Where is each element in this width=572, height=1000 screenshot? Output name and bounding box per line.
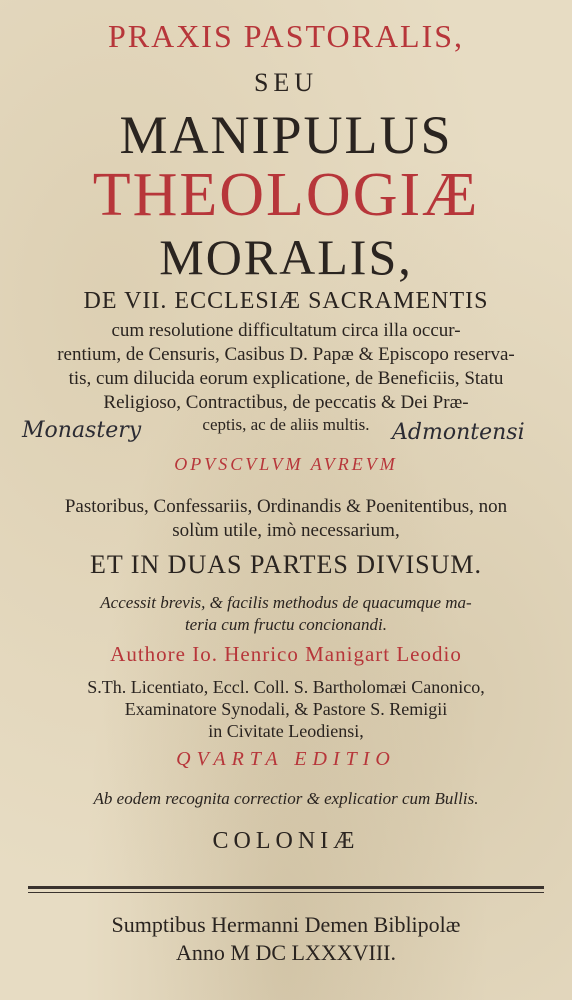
body-line-3: tis, cum dilucida eorum explicatione, de Beneficiis, Statu xyxy=(68,368,504,389)
place-line: COLONIÆ xyxy=(212,828,360,854)
handwriting-right: Admontensi xyxy=(392,420,525,445)
opusculum-line: OPVSCVLVM AVREVM xyxy=(174,454,398,474)
division-line: ET IN DUAS PARTES DIVISUM. xyxy=(89,550,483,579)
author-title-1: S.Th. Licentiato, Eccl. Coll. S. Bartholomæi Canonico, xyxy=(87,677,485,697)
author-title-3: in Civitate Leodiensi, xyxy=(208,721,364,741)
title-line-sacramentis: DE VII. ECCLESIÆ SACRAMENTIS xyxy=(83,288,489,314)
recognita-line: Ab eodem recognita correctior & explicatior cum Bullis. xyxy=(93,789,479,808)
body-line-2: rentium, de Censuris, Casibus D. Papæ & Episcopo reserva- xyxy=(57,344,515,365)
body-line-5: ceptis, ac de aliis multis. xyxy=(202,415,370,434)
thin-rule xyxy=(28,892,544,893)
accessit-line-1: Accessit brevis, & facilis methodus de quacumque ma- xyxy=(100,593,472,612)
audience-line-1: Pastoribus, Confessariis, Ordinandis & Poenitentibus, non xyxy=(64,496,508,517)
title-line-praxis: PRAXIS PASTORALIS, xyxy=(107,18,465,54)
title-line-manipulus: MANIPULUS xyxy=(119,105,453,165)
thick-rule xyxy=(28,886,544,889)
audience-line-2: solùm utile, imò necessarium, xyxy=(172,520,400,541)
imprint-line-2: Anno M DC LXXXVIII. xyxy=(176,940,396,965)
imprint-line-1: Sumptibus Hermanni Demen Biblipolæ xyxy=(111,912,461,937)
title-line-theologiae: THEOLOGIÆ xyxy=(92,161,480,229)
handwriting-left: Monastery xyxy=(22,418,142,443)
title-line-seu: SEU xyxy=(253,68,319,97)
edition-line: QVARTA EDITIO xyxy=(176,748,396,770)
accessit-line-2: teria cum fructu concionandi. xyxy=(184,615,388,634)
title-line-moralis: MORALIS, xyxy=(159,229,413,285)
body-line-4: Religioso, Contractibus, de peccatis & Dei Præ- xyxy=(103,392,469,413)
body-line-1: cum resolutione difficultatum circa illa occur- xyxy=(111,320,461,341)
author-title-2: Examinatore Synodali, & Pastore S. Remigii xyxy=(124,699,448,719)
author-line: Authore Io. Henrico Manigart Leodio xyxy=(110,642,462,666)
